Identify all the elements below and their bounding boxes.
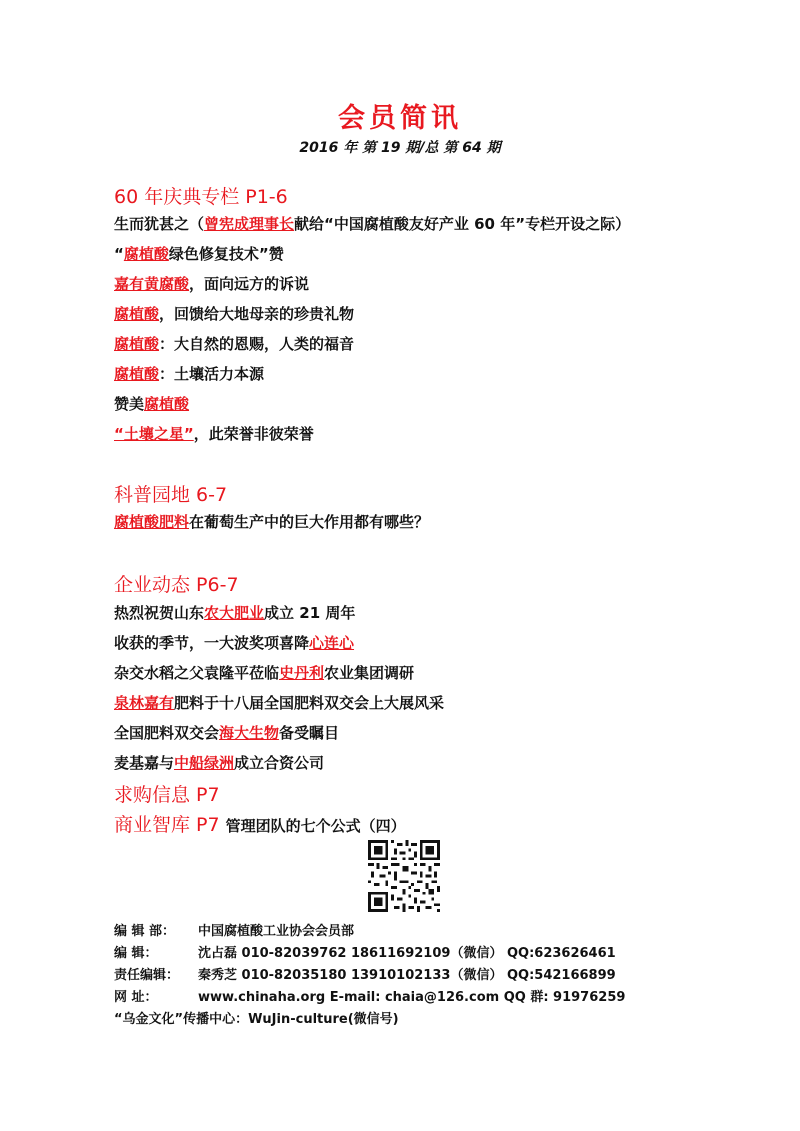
item-text: 赞美 [114,395,145,413]
anniversary-item-6 [114,363,264,384]
item-highlight: 腐植酸 [123,245,169,263]
news-item-3 [114,662,414,683]
item-text: ，面向远方的诉说 [189,275,310,293]
anniversary-item-5 [114,333,354,354]
item-text: “ [114,245,124,263]
item-highlight: 泉林嘉有 [114,694,175,712]
item-text: ：土壤活力本源 [159,365,265,383]
item-highlight: 腐植酸肥料 [114,513,190,531]
item-highlight: 心连心 [309,634,355,652]
item-highlight: “土壤之星” [114,425,194,443]
footer-wujin-culture: “乌金文化”传播中心：WuJin-culture(微信号) [114,1012,399,1027]
news-item-6 [114,752,324,773]
item-text: 在葡萄生产中的巨大作用都有哪些？ [189,513,430,531]
item-highlight: 嘉有黄腐酸 [114,275,190,293]
footer-label: 编 辑 部： [114,924,176,939]
item-text: 热烈祝贺山东 [114,604,205,622]
item-text: 成立 21 周年 [264,604,356,622]
item-highlight: 曾宪成理事长 [204,215,295,233]
section-heading-news: 企业动态 P6-7 [114,574,239,596]
qr-code-icon [368,840,440,912]
footer-value: 沈占磊 010-82039762 18611692109（微信） QQ:623626461 [198,946,616,961]
item-highlight: 腐植酸 [114,305,160,323]
item-highlight: 腐植酸 [114,335,160,353]
anniversary-item-3 [114,273,309,294]
business-article-title: 管理团队的七个公式（四） [225,817,406,835]
item-highlight: 腐植酸 [144,395,190,413]
item-text: 肥料于十八届全国肥料双交会上大展风采 [174,694,445,712]
item-text: 绿色修复技术”赞 [168,245,284,263]
section-heading-science: 科普园地 6-7 [114,484,228,506]
news-item-4 [114,692,444,713]
item-highlight: 海大生物 [219,724,280,742]
item-text: ，此荣誉非彼荣誉 [193,425,314,443]
footer-value: 中国腐植酸工业协会会员部 [198,924,355,939]
item-highlight: 腐植酸 [114,365,160,383]
science-item-1 [114,511,429,532]
item-text: 献给“中国腐植酸友好产业 60 年”专栏开设之际） [294,215,631,233]
footer-row-editorial-dept [114,920,354,939]
issue-number: 2016 年 第 19 期/总 第 64 期 [299,140,501,156]
news-item-5 [114,722,339,743]
section-heading-business [114,810,406,837]
news-item-1 [114,602,355,623]
item-text: 杂交水稻之父袁隆平莅临 [114,664,280,682]
item-text: 备受瞩目 [279,724,340,742]
footer-label: 责任编辑： [114,968,180,983]
section-heading-anniversary: 60 年庆典专栏 P1-6 [114,186,288,208]
footer-row-website [114,986,625,1005]
item-highlight: 中船绿洲 [174,754,235,772]
footer-label: 网 址： [114,990,158,1005]
item-highlight: 农大肥业 [204,604,265,622]
anniversary-item-2 [114,243,284,264]
footer-row-editor [114,942,616,961]
news-item-2 [114,632,354,653]
business-heading-text: 商业智库 P7 [114,814,220,836]
footer-label: 编 辑： [114,946,158,961]
item-text: 生而犹甚之（ [114,215,205,233]
item-highlight: 史丹利 [279,664,325,682]
item-text: ：大自然的恩赐，人类的福音 [159,335,355,353]
anniversary-item-8 [114,423,314,444]
anniversary-item-1 [114,213,630,234]
anniversary-item-7 [114,393,189,414]
anniversary-item-4 [114,303,354,324]
item-text: 农业集团调研 [324,664,415,682]
page-title: 会员简讯 [338,103,462,134]
footer-row-chief-editor [114,964,616,983]
item-text: 全国肥料双交会 [114,724,220,742]
section-heading-purchase: 求购信息 P7 [114,784,220,806]
item-text: 收获的季节，一大波奖项喜降 [114,634,310,652]
item-text: 麦基嘉与 [114,754,175,772]
item-text: ，回馈给大地母亲的珍贵礼物 [159,305,355,323]
footer-value: www.chinaha.org E-mail: chaia@126.com QQ 群: 91976259 [198,990,626,1005]
footer-value: 秦秀芝 010-82035180 13910102133（微信） QQ:542166899 [198,968,616,983]
item-text: 成立合资公司 [234,754,325,772]
